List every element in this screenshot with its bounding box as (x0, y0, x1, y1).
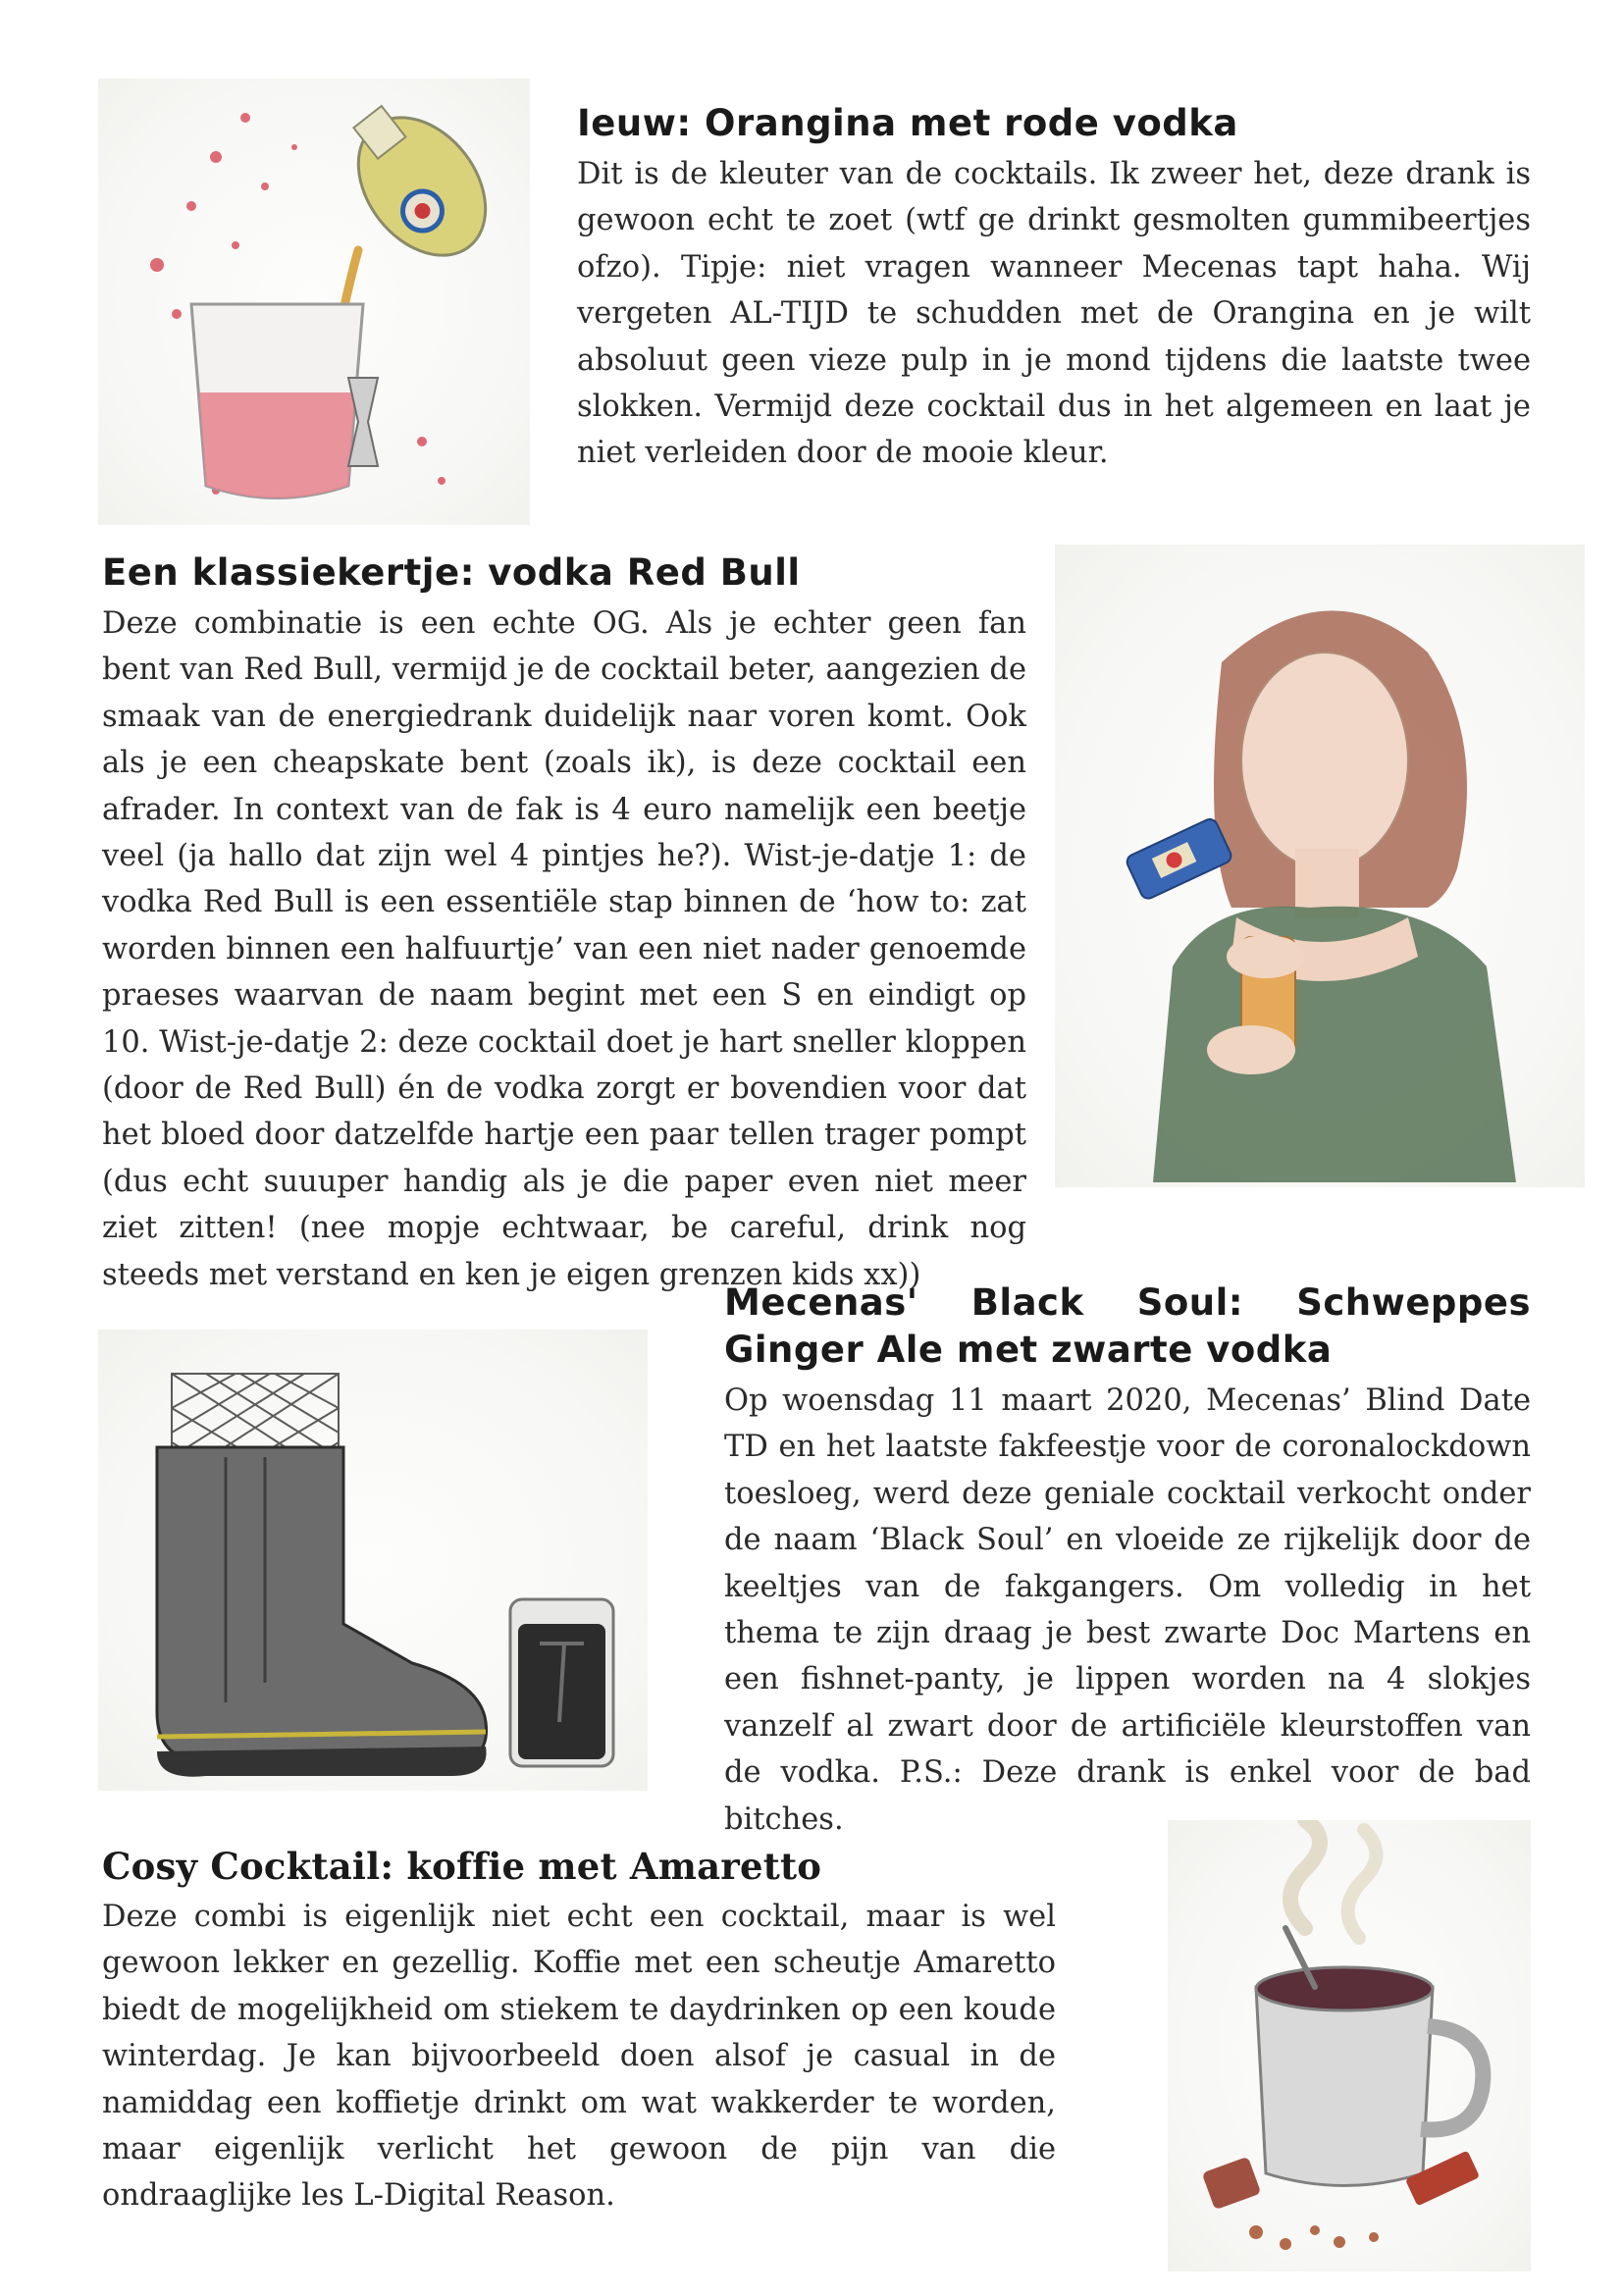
orangina-bottle-glass-icon (98, 78, 530, 525)
section-body: Dit is de kleuter van de cocktails. Ik zweer het, deze drank is gewoon echt te zoet (wtf ge drinkt gesmolten gummibeertjes ofzo). Tipje: niet vragen wanneer Mecenas tapt haha. Wij vergeten AL-TIJD te schudden met de Orangina en je wilt absoluut geen vieze pulp in je mond tijdens die laatste twee slokken. Vermijd deze cocktail dus in het algemeen en laat je niet verleiden door de mooie kleur. (577, 157, 1531, 471)
section-heading: Cosy Cocktail: koffie met Amaretto (102, 1845, 822, 1888)
coffee-mug-amaretto-icon (1168, 1820, 1531, 2271)
section-heading: Mecenas' Black Soul: Schweppes Ginger Ale met zwarte vodka (724, 1281, 1531, 1371)
section-orangina (577, 100, 1531, 477)
section-body: Op woensdag 11 maart 2020, Mecenas’ Blind Date TD en het laatste fakfeestje voor de coronalockdown toesloeg, werd deze geniale cocktail verkocht onder de naam ‘Black Soul’ en vloeide ze rijkelijk door de keeltjes van de fakgangers. Om volledig in het thema te zijn draag je best zwarte Doc Martens en een fishnet-panty, je lippen worden na 4 slokjes vanzelf al zwart door de artificiële kleurstoffen van de vodka. P.S.: Deze drank is enkel voor de bad bitches. (724, 1383, 1531, 1837)
section-cosy-cocktail (102, 1843, 1056, 2219)
section-heading: Ieuw: Orangina met rode vodka (577, 102, 1238, 144)
black-soul-illustration (98, 1330, 648, 1791)
section-black-soul (724, 1279, 1531, 1843)
orangina-illustration (98, 78, 530, 525)
section-heading: Een klassiekertje: vodka Red Bull (102, 551, 801, 594)
red-bull-illustration (1055, 545, 1585, 1187)
section-body: Deze combi is eigenlijk niet echt een cocktail, maar is wel gewoon lekker en gezellig. Koffie met een scheutje Amaretto biedt de mogelijkheid om stiekem te daydrinken op een koude winterdag. Je kan bijvoorbeeld doen alsof je casual in de namiddag een koffietje drinkt om wat wakkerder te worden, maar eigenlijk verlicht het gewoon de pijn van die ondraaglijke les L-Digital Reason. (102, 1900, 1056, 2214)
section-red-bull (102, 549, 1026, 1298)
doc-martens-boots-glass-icon (98, 1330, 648, 1791)
girl-red-bull-icon (1055, 545, 1585, 1187)
coffee-illustration (1168, 1820, 1531, 2271)
section-body: Deze combinatie is een echte OG. Als je echter geen fan bent van Red Bull, vermijd je de cocktail beter, aangezien de smaak van de energiedrank duidelijk naar voren komt. Ook als je een cheapskate bent (zoals ik), is deze cocktail een afrader. In context van de fak is 4 euro namelijk een beetje veel (ja hallo dat zijn wel 4 pintjes he?). Wist-je-datje 1: de vodka Red Bull is een essentiële stap binnen de ‘how to: zat worden binnen een halfuurtje’ van een niet nader genoemde praeses waarvan de naam begint met een S en eindigt op 10. Wist-je-datje 2: deze cocktail doet je hart sneller kloppen (door de Red Bull) én de vodka zorgt er bovendien voor dat het bloed door datzelfde hartje een paar tellen trager pompt (dus echt suuuper handig als je die paper even niet meer ziet zitten! (nee mopje echtwaar, be careful, drink nog steeds met verstand en ken je eigen grenzen kids xx)) (102, 606, 1026, 1292)
